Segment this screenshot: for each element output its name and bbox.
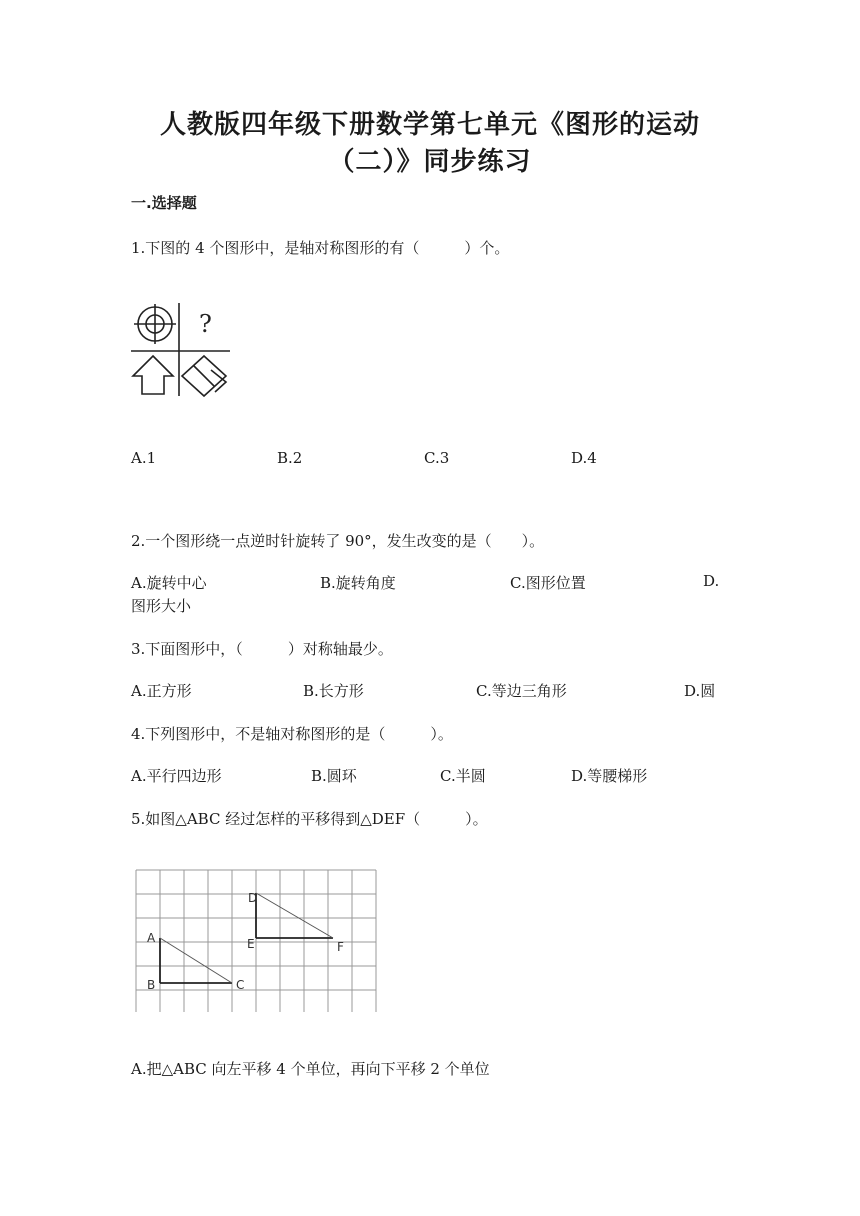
q1-option-d[interactable]: D.4 — [571, 449, 597, 467]
question-3-text: 3.下面图形中，（ ）对称轴最少。 — [131, 640, 393, 658]
q2-option-c[interactable]: C.图形位置 — [510, 574, 586, 592]
question-2-text: 2.一个图形绕一点逆时针旋转了 90°，发生改变的是（ ）。 — [131, 532, 545, 550]
q4-option-d[interactable]: D.等腰梯形 — [571, 767, 648, 785]
q4-option-a[interactable]: A.平行四边形 — [131, 767, 222, 785]
label-f: F — [337, 940, 344, 954]
diamond-symbol — [182, 356, 226, 396]
question-1-text: 1.下图的 4 个图形中，是轴对称图形的有（ ）个。 — [131, 239, 510, 257]
q3-option-a[interactable]: A.正方形 — [131, 682, 192, 700]
question-5-text: 5.如图△ABC 经过怎样的平移得到△DEF（ ）。 — [131, 810, 488, 828]
q5-option-a[interactable]: A.把△ABC 向左平移 4 个单位，再向下平移 2 个单位 — [131, 1060, 490, 1078]
q3-option-c[interactable]: C.等边三角形 — [476, 682, 567, 700]
q1-option-b[interactable]: B.2 — [277, 449, 303, 467]
page-title-line-1: 人教版四年级下册数学第七单元《图形的运动 — [159, 110, 700, 140]
q3-option-b[interactable]: B.长方形 — [303, 682, 364, 700]
question-1-figure — [128, 300, 234, 400]
label-c: C — [236, 978, 245, 992]
q2-option-d[interactable]: D. — [703, 572, 720, 590]
triangle-def — [256, 893, 333, 938]
figure-question-mark: ? — [199, 310, 212, 338]
q2-option-a[interactable]: A.旋转中心 — [131, 574, 207, 592]
label-b: B — [147, 978, 156, 992]
q1-option-c[interactable]: C.3 — [424, 449, 450, 467]
segment-ac — [160, 938, 232, 983]
q2-option-b[interactable]: B.旋转角度 — [320, 574, 396, 592]
q4-option-b[interactable]: B.圆环 — [311, 767, 357, 785]
question-5-grid-figure — [128, 862, 382, 1012]
question-4-text: 4.下列图形中，不是轴对称图形的是（ ）。 — [131, 725, 453, 743]
q2-option-d-text[interactable]: 图形大小 — [131, 597, 192, 615]
section-heading: 一.选择题 — [131, 194, 197, 212]
segment-df — [256, 893, 333, 938]
q3-option-d[interactable]: D.圆 — [684, 682, 716, 700]
q1-option-a[interactable]: A.1 — [131, 449, 157, 467]
label-e: E — [247, 937, 255, 951]
q4-option-c[interactable]: C.半圆 — [440, 767, 486, 785]
target-symbol — [134, 304, 176, 344]
page-title-line-2: （二）》同步练习 — [328, 147, 532, 177]
label-a: A — [147, 931, 156, 945]
up-arrow-symbol — [133, 356, 173, 394]
label-d: D — [248, 891, 258, 905]
triangle-abc — [160, 938, 232, 983]
